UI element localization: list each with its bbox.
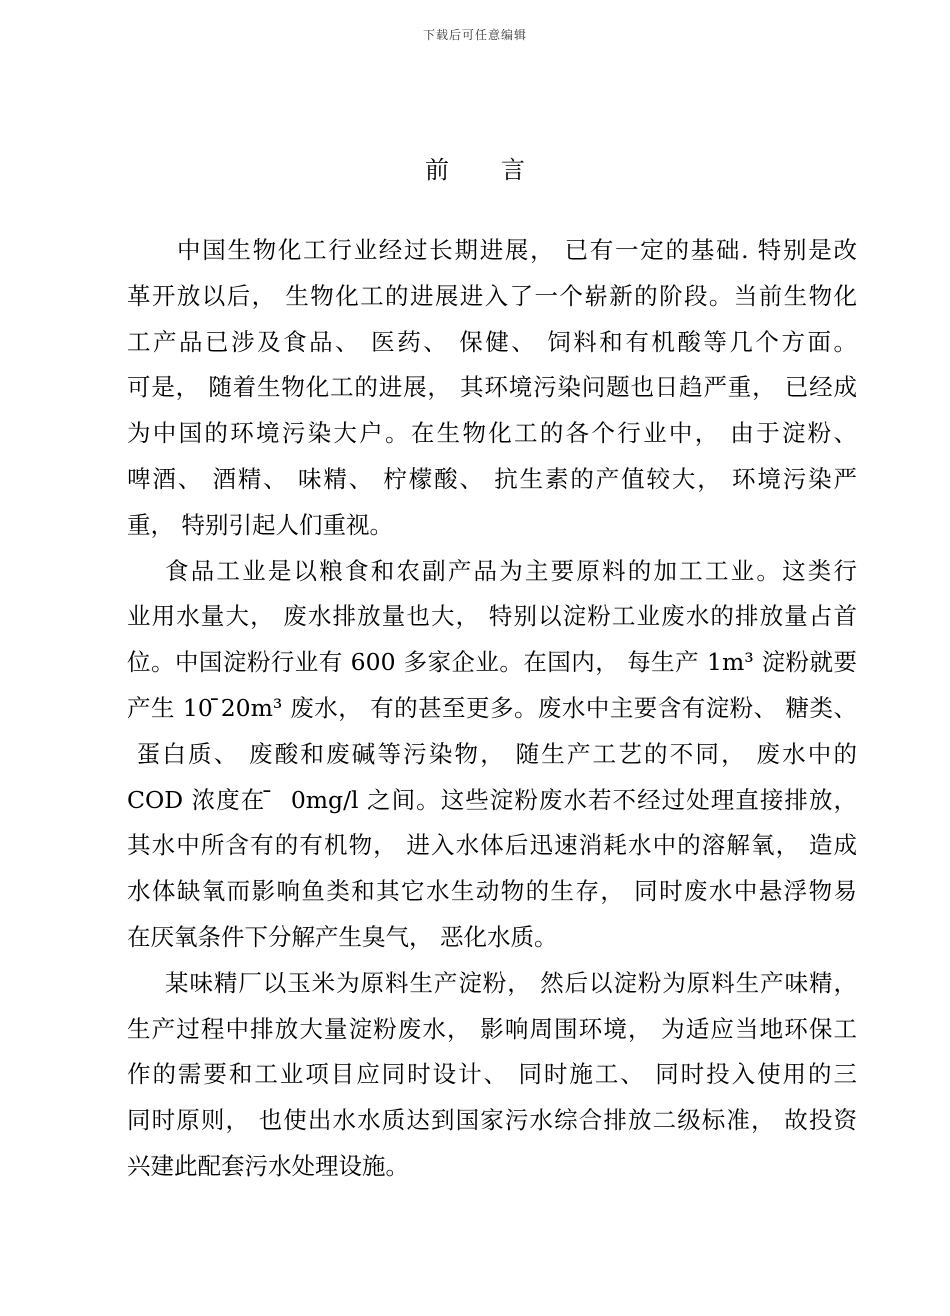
- paragraph-line: 啤酒、 酒精、 味精、 柠檬酸、 抗生素的产值较大， 环境污染严: [127, 464, 857, 493]
- page-header: 下载后可任意编辑: [422, 28, 527, 42]
- paragraph-line: 同时原则， 也使出水水质达到国家污水综合排放二级标准， 故投资: [127, 1106, 857, 1135]
- paragraph-line: 重， 特别引起人们重视。: [127, 510, 393, 539]
- paragraph-line: 兴建此配套污水处理设施。: [127, 1151, 409, 1180]
- paragraph-line: 可是， 随着生物化工的进展， 其环境污染问题也日趋严重， 已经成: [127, 373, 857, 402]
- paragraph-line: 位。中国淀粉行业有 600 多家企业。在国内， 每生产 1m³ 淀粉就要: [127, 648, 857, 677]
- paragraph-line: 其水中所含有的有机物， 进入水体后迅速消耗水中的溶解氧， 造成: [127, 831, 857, 860]
- paragraph-line: 水体缺氧而影响鱼类和其它水生动物的生存， 同时废水中悬浮物易: [127, 877, 857, 906]
- paragraph-line: 蛋白质、 废酸和废碱等污染物， 随生产工艺的不同， 废水中的: [127, 739, 857, 768]
- paragraph-line: 食品工业是以粮食和农副产品为主要原料的加工工业。这类行: [165, 556, 857, 585]
- paragraph-line: 作的需要和工业项目应同时设计、 同时施工、 同时投入使用的三: [127, 1060, 857, 1089]
- paragraph-line: 业用水量大， 废水排放量也大， 特别以淀粉工业废水的排放量占首: [127, 602, 857, 631]
- page-title: 前言: [425, 156, 577, 184]
- paragraph-line: 生产过程中排放大量淀粉废水， 影响周围环境， 为适应当地环保工: [127, 1014, 857, 1043]
- paragraph-line: 在厌氧条件下分解产生臭气， 恶化水质。: [127, 922, 558, 951]
- paragraph-line: 工产品已涉及食品、 医药、 保健、 饲料和有机酸等几个方面。: [127, 327, 857, 356]
- paragraph-line: 为中国的环境污染大户。在生物化工的各个行业中， 由于淀粉、: [127, 419, 857, 448]
- paragraph-line: 革开放以后， 生物化工的进展进入了一个崭新的阶段。当前生物化: [127, 281, 857, 310]
- document-body: [127, 228, 857, 1190]
- paragraph-line: COD 浓度在 ̄ 0mg/l 之间。这些淀粉废水若不经过处理直接排放，: [127, 785, 857, 814]
- paragraph-line: 某味精厂以玉米为原料生产淀粉， 然后以淀粉为原料生产味精，: [165, 968, 857, 997]
- paragraph-line: 产生 10 ̄20m³ 废水， 有的甚至更多。废水中主要含有淀粉、 糖类、: [127, 693, 857, 722]
- paragraph-line: 中国生物化工行业经过长期进展， 已有一定的基础. 特别是改: [177, 236, 857, 264]
